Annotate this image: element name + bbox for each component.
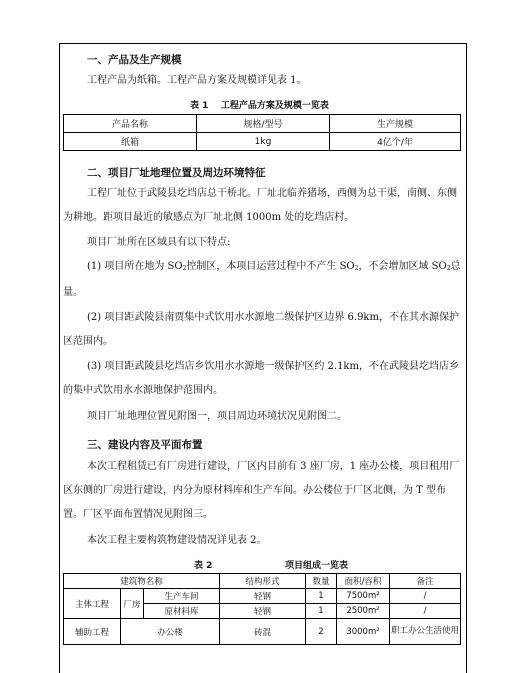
table-row	[64, 619, 461, 645]
feature-2: (2) 项目距武陵县南贾集中式饮用水水源地二级保护区边界 6.9km，不在其水源保护区范围内。	[63, 312, 459, 347]
subcategory-cell: 厂房	[121, 589, 144, 619]
category-cell: 主体工程	[64, 589, 121, 619]
table-1-caption: 表 1 工程产品方案及规模一览表	[190, 101, 329, 111]
table-cell: 7500m²	[337, 589, 390, 604]
table-cell: 生产车间	[144, 589, 220, 604]
table-2-caption-title: 项目组成一览表	[285, 561, 349, 571]
header-cell: 结构形式	[220, 574, 306, 589]
features-intro: 项目厂址所在区域具有以下特点:	[87, 237, 231, 248]
header-cell: 规格/型号	[197, 115, 330, 133]
table-cell: 砖混	[220, 619, 306, 645]
header-cell: 数量	[306, 574, 337, 589]
section-heading-1: 一、产品及生产规模	[87, 54, 182, 66]
table-cell: /	[390, 589, 461, 604]
table-cell: 原材料库	[144, 604, 220, 619]
section-1-paragraph: 工程产品为纸箱。工程产品方案及规模详见表 1。	[87, 75, 307, 86]
table-header-row	[64, 115, 461, 133]
table-row	[64, 589, 461, 604]
category-cell: 辅助工程	[64, 619, 121, 645]
table-cell: 1	[306, 604, 337, 619]
section-heading-3: 三、建设内容及平面布置	[87, 439, 203, 451]
table-cell: 1kg	[197, 133, 330, 151]
header-cell: 备注	[390, 574, 461, 589]
feature-1: (1) 项目所在地为 $SO_2$控制区，本项目运营过程中不产生 $SO_2$，不会增加区域 $SO_2$总量。	[63, 261, 461, 298]
table-cell: 2	[306, 619, 337, 645]
table-cell: 办公楼	[121, 619, 220, 645]
header-cell: 生产规模	[330, 115, 461, 133]
location-paragraph: 工程厂址位于武陵县圪垱店总干桥北。厂址北临养猪场，西侧为总干渠，南侧、东侧为耕地。距项目最近的敏感点为厂址北侧 1000m 处的圪垱店村。	[63, 188, 457, 223]
table-cell: 轻钢	[220, 589, 306, 604]
table-cell: 1	[306, 589, 337, 604]
header-cell: 建筑物名称	[64, 574, 220, 589]
table-2-reference: 本次工程主要构筑物建设情况详见表 2。	[87, 535, 267, 546]
table-cell: 2500m²	[337, 604, 390, 619]
product-table	[63, 114, 461, 151]
header-cell: 产品名称	[64, 115, 197, 133]
table-cell: 3000m²	[337, 619, 390, 645]
construction-paragraph: 本次工程租赁已有厂房进行建设，厂区内目前有 3 座厂房，1 座办公楼，项目租用厂区东侧的厂房进行建设，内分为原材料库和生产车间。办公楼位于厂区北侧，为 T 型布置。厂区平面布置情况见附图三。	[63, 461, 460, 520]
project-composition-table	[63, 573, 461, 645]
header-cell: 面积/容积	[337, 574, 390, 589]
section-heading-2: 二、项目厂址地理位置及周边环境特征	[87, 167, 266, 179]
table-cell: 职工办公生活使用	[390, 619, 461, 645]
table-cell: /	[390, 604, 461, 619]
table-row	[64, 133, 461, 151]
figure-reference: 项目厂址地理位置见附图一，项目周边环境状况见附图二。	[87, 411, 347, 422]
feature-3: (3) 项目距武陵县圪垱店乡饮用水水源地一级保护区约 2.1km，不在武陵县圪垱店乡的集中式饮用水水源地保护范围内。	[63, 361, 459, 396]
table-cell: 4亿个/年	[330, 133, 461, 151]
table-cell: 纸箱	[64, 133, 197, 151]
table-2-caption-number: 表 2	[194, 561, 213, 571]
table-header-row	[64, 574, 461, 589]
table-cell: 轻钢	[220, 604, 306, 619]
